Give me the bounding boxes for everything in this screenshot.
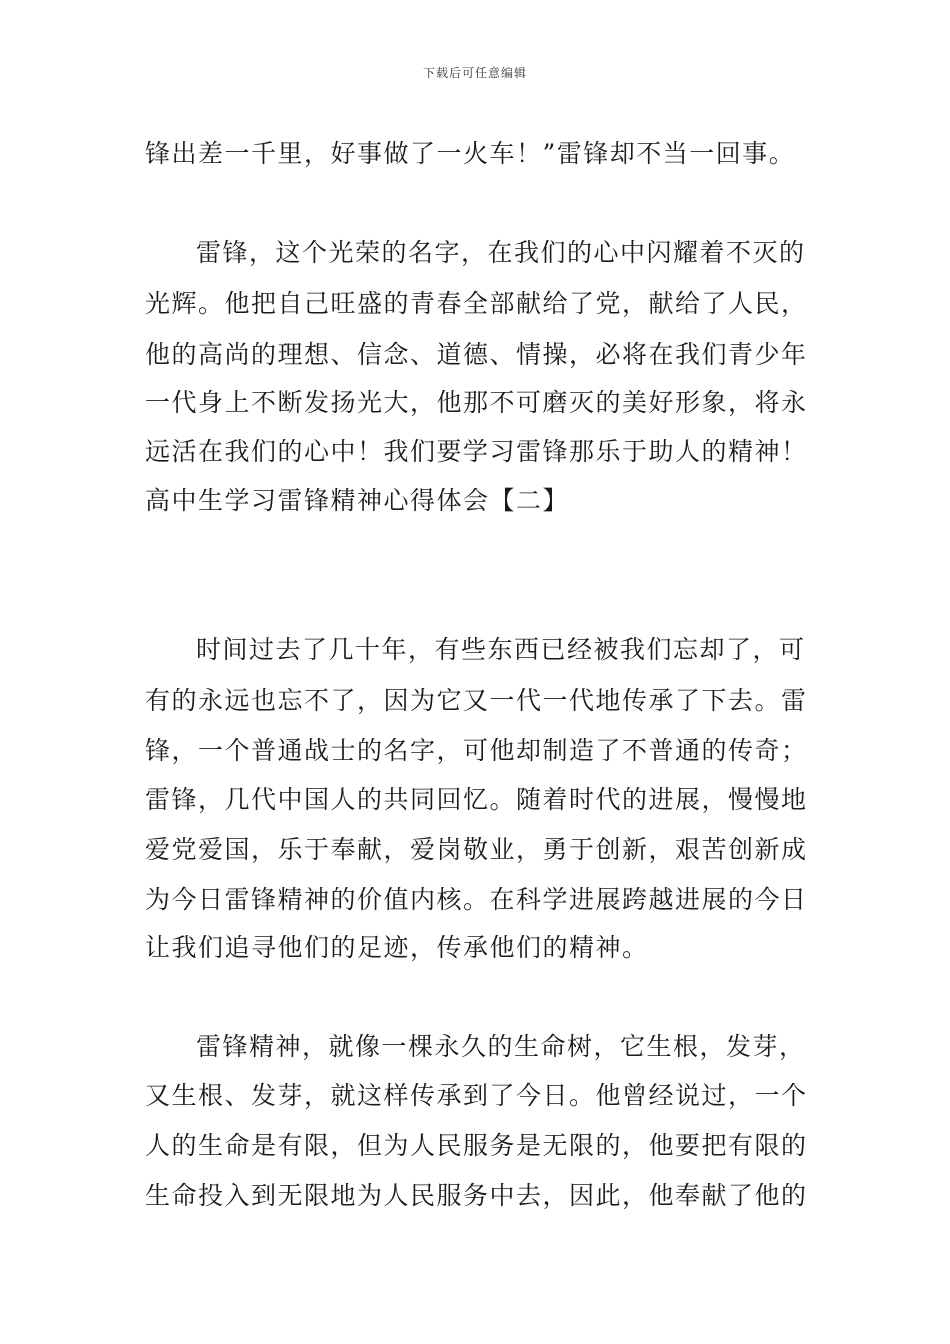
text-line: 时间过去了几十年，有些东西已经被我们忘却了，可	[196, 635, 806, 664]
text-line: 又生根、发芽，就这样传承到了今日。他曾经说过，一个	[145, 1081, 808, 1110]
text-line: 雷锋，几代中国人的共同回忆。随着时代的进展，慢慢地	[145, 785, 808, 814]
section-heading: 高中生学习雷锋精神心得体会【二】	[145, 486, 570, 515]
text-line: 锋出差一千里，好事做了一火车！”雷锋却不当一回事。	[145, 139, 796, 168]
text-line: 远活在我们的心中！我们要学习雷锋那乐于助人的精神！	[145, 437, 808, 466]
page-header: 下载后可任意编辑	[422, 66, 527, 80]
text-line: 光辉。他把自己旺盛的青春全部献给了党，献给了人民，	[145, 289, 808, 318]
text-line: 爱党爱国，乐于奉献，爱岗敬业，勇于创新，艰苦创新成	[145, 835, 808, 864]
text-line: 有的永远也忘不了，因为它又一代一代地传承了下去。雷	[145, 686, 808, 715]
text-line: 生命投入到无限地为人民服务中去，因此，他奉献了他的	[145, 1181, 808, 1210]
text-line: 为今日雷锋精神的价值内核。在科学进展跨越进展的今日	[145, 885, 808, 914]
text-line: 一代身上不断发扬光大，他那不可磨灭的美好形象，将永	[145, 388, 808, 417]
text-line: 雷锋精神，就像一棵永久的生命树，它生根，发芽，	[196, 1032, 806, 1061]
text-line: 锋，一个普通战士的名字，可他却制造了不普通的传奇；	[145, 736, 808, 765]
text-line: 他的高尚的理想、信念、道德、情操，必将在我们青少年	[145, 340, 808, 369]
text-line: 让我们追寻他们的足迹，传承他们的精神。	[145, 933, 649, 962]
text-line: 人的生命是有限，但为人民服务是无限的，他要把有限的	[145, 1131, 808, 1160]
text-line: 雷锋，这个光荣的名字，在我们的心中闪耀着不灭的	[196, 238, 806, 267]
